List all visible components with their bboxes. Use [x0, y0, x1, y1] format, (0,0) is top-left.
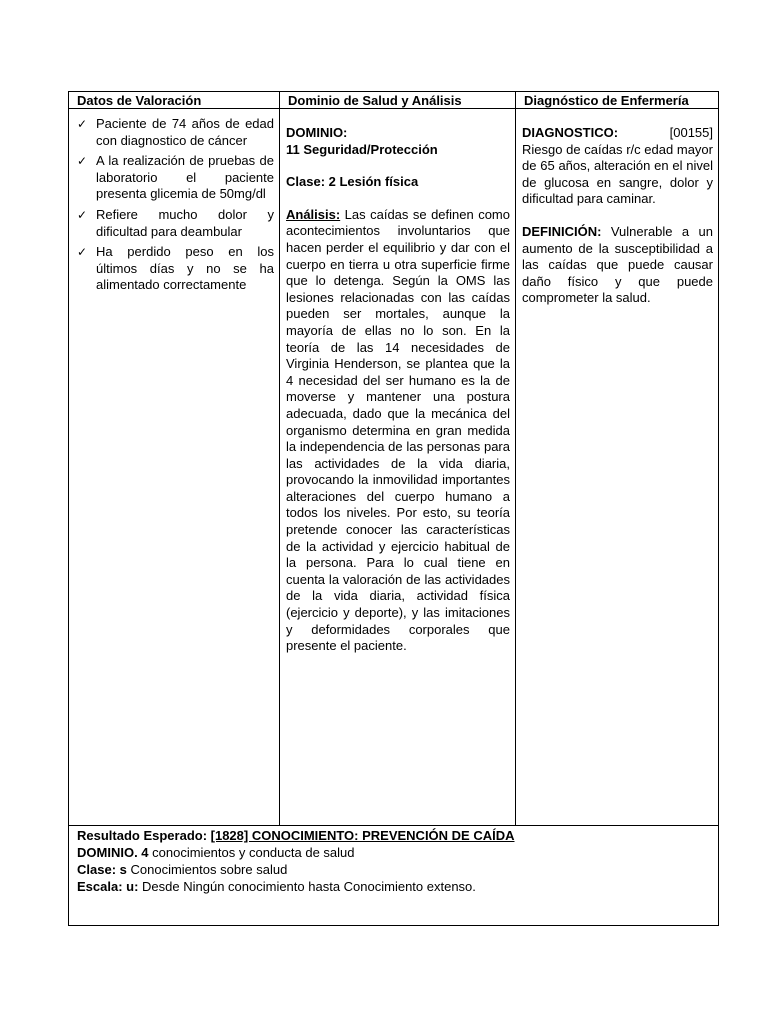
dominio-cell	[286, 125, 510, 655]
analisis-text: Las caídas se definen como acontecimientos involuntarios que hacen perder el equilibrio y dar con el cuerpo en tierra u otra superficie firme que lo detenga. Según la OMS las lesiones relacionadas con las caídas pueden ser mortales, aunque la mayoría de ellas no lo son. En la teoría de las 14 necesidades de Virginia Henderson, se plantea que la 4 necesidad del ser humano es la de moverse y mantener una postura adecuada, dado que la mecánica del organismo determina en gran medida la independencia de las personas para las actividades de la vida diaria, provocando la inmovilidad importantes alteraciones del cuerpo humano a todos los niveles. Por esto, su teoría pretende conocer las características de la actividad y ejercicio habitual de la persona. Para lo cual tiene en cuenta la valoración de las actividades de la vida diaria, actividad física (ejercicio y deporte), y las imitaciones y deformidades corporales que presente el paciente.	[286, 206, 510, 654]
resultado-escala-line: Escala: u: Desde Ningún conocimiento hasta Conocimiento extenso.	[77, 879, 476, 894]
clase-label: Clase: 2 Lesión física	[286, 174, 419, 190]
diagnostico-heading	[522, 125, 713, 142]
resultado-label: Resultado Esperado:	[77, 828, 211, 843]
list-item: ✓ Paciente de 74 años de edad con diagnostico de cáncer	[77, 116, 274, 148]
column-divider	[515, 92, 516, 826]
dominio-label: DOMINIO:	[286, 125, 348, 140]
care-plan-table	[68, 91, 719, 926]
analisis-paragraph	[286, 207, 510, 655]
diagnostico-code: [00155]	[669, 125, 713, 140]
datos-valoracion-cell	[74, 116, 274, 298]
list-item: ✓ Ha perdido peso en los últimos días y no se ha alimentado correctamente	[77, 244, 274, 293]
datos-list	[74, 116, 274, 294]
checkmark-icon: ✓	[77, 207, 88, 222]
resultado-clase-line: Clase: s Conocimientos sobre salud	[77, 862, 288, 877]
diagnostico-label: DIAGNOSTICO:	[522, 125, 619, 140]
definicion-label: DEFINICIÓN:	[522, 223, 602, 239]
diagnostico-cell	[522, 125, 713, 307]
header-diagnostico: Diagnóstico de Enfermería	[516, 92, 719, 109]
definicion-paragraph	[522, 224, 713, 307]
header-dominio: Dominio de Salud y Análisis	[280, 92, 517, 109]
checkmark-icon: ✓	[77, 154, 88, 169]
resultado-value: [1828] CONOCIMIENTO: PREVENCIÓN DE CAÍDA	[210, 828, 515, 843]
checkmark-icon: ✓	[77, 245, 88, 260]
row-divider	[69, 825, 718, 826]
resultado-dominio-line: DOMINIO. 4 conocimientos y conducta de salud	[77, 845, 355, 860]
resultado-line	[77, 827, 515, 844]
definicion-text: Vulnerable a un aumento de la susceptibilidad a las caídas que puede causar daño físico y que puede comprometer la salud.	[522, 223, 713, 306]
checkmark-icon: ✓	[77, 117, 88, 131]
column-divider	[279, 92, 280, 826]
resultado-esperado-cell	[77, 827, 515, 895]
diagnostico-text: Riesgo de caídas r/c edad mayor de 65 años, alteración en el nivel de glucosa en sangre, dolor y dificultad para caminar.	[522, 141, 713, 207]
header-datos: Datos de Valoración	[69, 92, 281, 109]
analisis-label: Análisis:	[286, 206, 341, 222]
list-item: ✓ A la realización de pruebas de laboratorio el paciente presenta glicemia de 50mg/dl	[77, 153, 274, 202]
dominio-value: 11 Seguridad/Protección	[286, 141, 438, 157]
list-item: ✓ Refiere mucho dolor y dificultad para deambular	[77, 206, 274, 239]
